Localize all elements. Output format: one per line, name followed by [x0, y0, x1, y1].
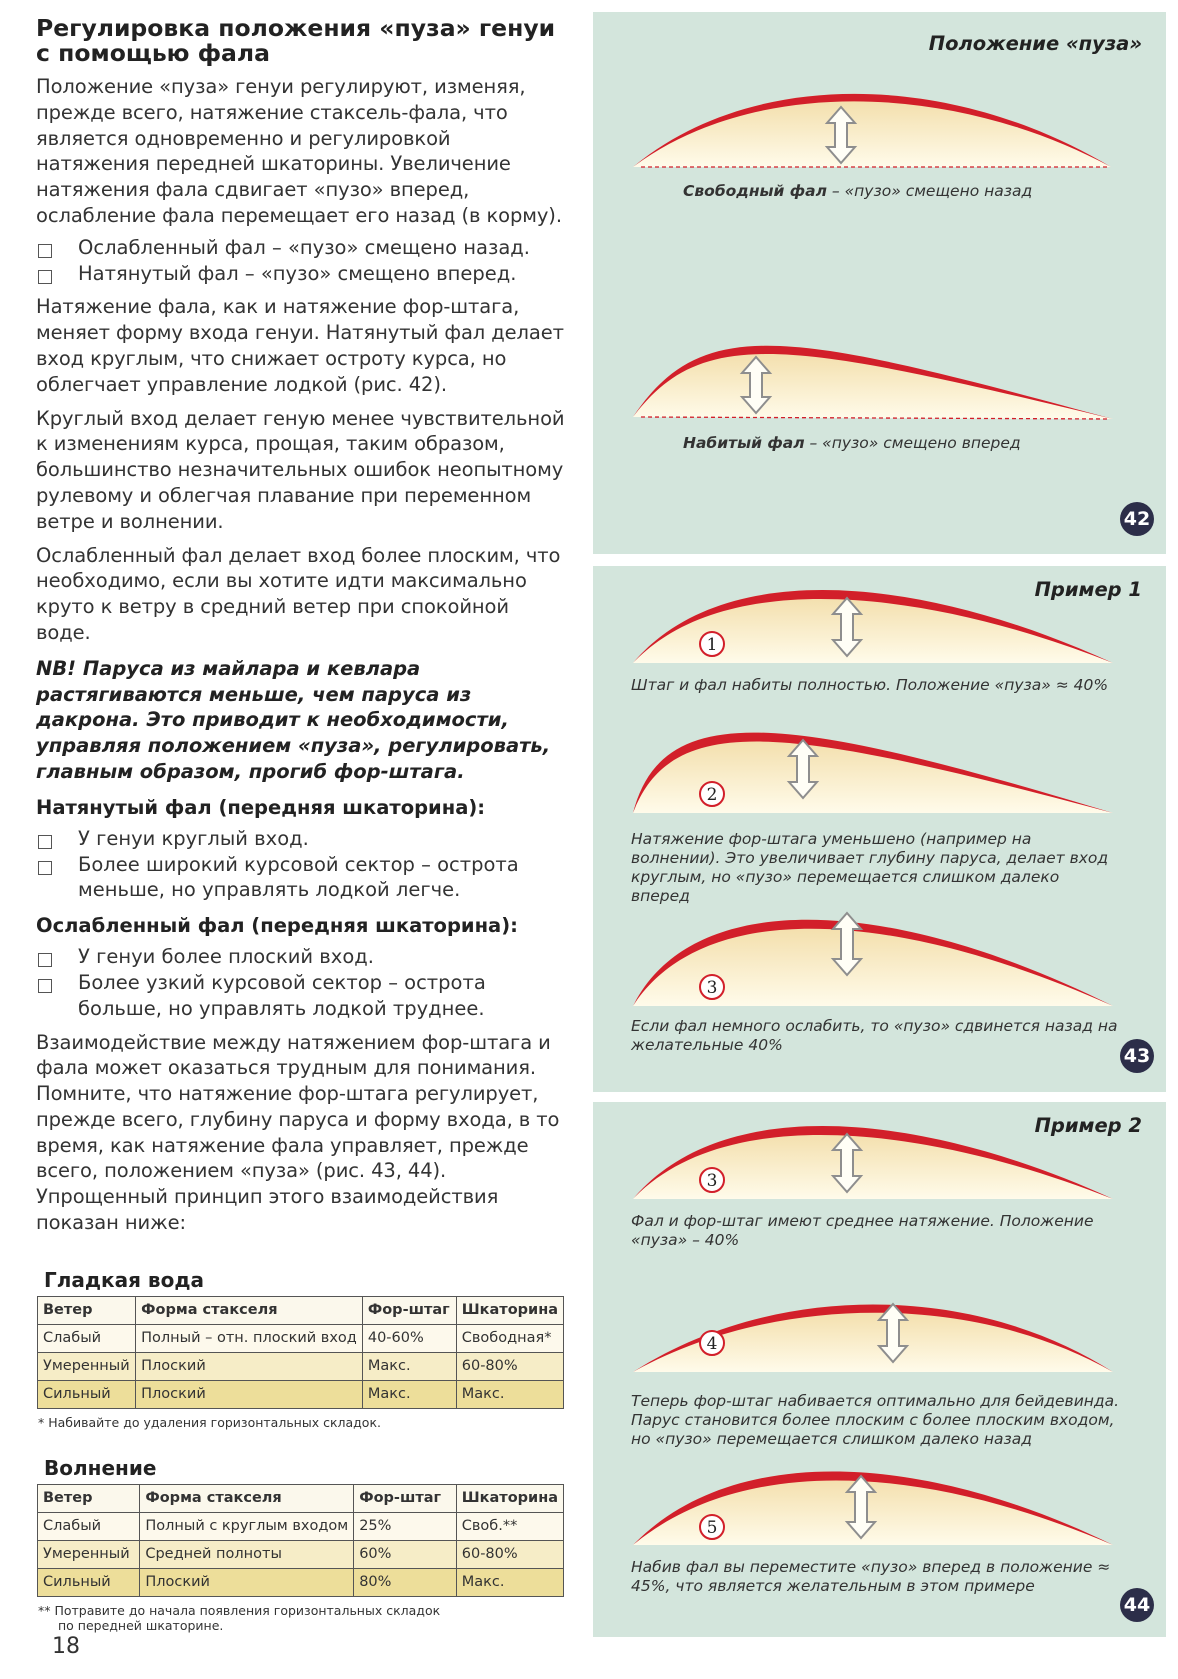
- figure-42-drawing: [593, 12, 1166, 554]
- marker-4: [698, 1329, 726, 1357]
- checkbox-icon: [38, 953, 52, 967]
- table-waves: [37, 1484, 564, 1597]
- caption-2: Натяжение фор-штага уменьшено (например на волнении). Это увеличивает глубину паруса, делает вход круглым, но «пузо» перемещается слишком далеко вперед: [631, 830, 1109, 905]
- caption-tight-halyard: Набитый фал – «пузо» смещено вперед: [683, 434, 1021, 452]
- paragraph-4: Ослабленный фал делает вход более плоским, что необходимо, если вы хотите идти максимально круто к ветру в средний ветер при спокойной воде.: [36, 543, 561, 644]
- marker-5: [698, 1513, 726, 1541]
- depth-arrow-icon: [781, 738, 825, 800]
- subheading-loose-halyard: Ослабленный фал (передняя шкаторина):: [36, 914, 518, 938]
- caption-loose-halyard: Свободный фал – «пузо» смещено назад: [683, 182, 1033, 200]
- svg-text:2: 2: [706, 785, 718, 805]
- figure-44-panel: [593, 1102, 1166, 1637]
- svg-text:5: 5: [706, 1518, 718, 1538]
- section-heading: Регулировка положения «пуза» генуи с помощью фала: [36, 14, 556, 67]
- table-title-waves: Волнение: [44, 1455, 157, 1480]
- depth-arrow-icon: [825, 911, 869, 977]
- figure-43-drawing: [593, 566, 1166, 1092]
- checklist-item: Ослабленный фал – «пузо» смещено назад.: [36, 235, 566, 261]
- paragraph-2: Натяжение фала, как и натяжение фор-штага, меняет форму входа генуи. Натянутый фал делает вход круглым, что снижает остроту курса, но облегчает управление лодкой (рис. 42).: [36, 295, 564, 396]
- table-header-row: Ветер Форма стакселя Фор-штаг Шкаторина: [38, 1484, 564, 1512]
- caption-1: Фал и фор-штаг имеют среднее натяжение. Положение «пуза» – 40%: [631, 1212, 1094, 1249]
- marker-3: [698, 973, 726, 1001]
- caption-3: Если фал немного ослабить, то «пузо» сдвинется назад на желательные 40%: [631, 1017, 1118, 1054]
- checkbox-icon: [38, 979, 52, 993]
- checklist-3: [36, 944, 566, 1021]
- depth-arrow-icon: [839, 1474, 883, 1540]
- marker-1: [698, 630, 726, 658]
- table-smooth-water: [37, 1296, 564, 1409]
- figure-title: Пример 2: [1034, 1114, 1142, 1137]
- svg-text:3: 3: [706, 1171, 718, 1191]
- depth-arrow-icon: [734, 355, 778, 415]
- checkbox-icon: [38, 270, 52, 284]
- paragraph-3: Круглый вход делает геную менее чувствительной к изменениям курса, прощая, таким образом, большинство незначительных ошибок неопытному рулевому и облегчая плавание при переменном ветре и волнении.: [36, 406, 565, 533]
- checkbox-icon: [38, 244, 52, 258]
- table-row: Умеренный Плоский Макс. 60-80%: [38, 1352, 564, 1380]
- figure-number-badge: 44: [1120, 1588, 1154, 1622]
- figure-title: Пример 1: [1034, 578, 1142, 601]
- checklist-1: [36, 235, 566, 287]
- svg-text:1: 1: [706, 635, 718, 655]
- subheading-tight-halyard: Натянутый фал (передняя шкаторина):: [36, 795, 486, 819]
- checklist-2: [36, 826, 566, 903]
- depth-arrow-icon: [825, 1132, 869, 1194]
- table-footnote: ** Потравите до начала появления горизонтальных складок по передней шкаторине.: [38, 1602, 441, 1633]
- checklist-item: У генуи круглый вход.: [36, 826, 566, 852]
- depth-arrow-icon: [871, 1302, 915, 1364]
- caption-3: Набив фал вы переместите «пузо» вперед в положение ≈ 45%, что является желательным в этом примере: [631, 1558, 1111, 1595]
- sail-profile-aft: [633, 94, 1111, 167]
- checklist-item: Более узкий курсовой сектор – острота больше, но управлять лодкой труднее.: [36, 970, 566, 1022]
- sail-profile-forward: [633, 346, 1113, 419]
- figure-number-badge: 42: [1120, 502, 1154, 536]
- page-number: 18: [52, 1634, 80, 1659]
- figure-title: Положение «пуза»: [928, 32, 1142, 55]
- depth-arrow-icon: [819, 105, 863, 165]
- figure-42-panel: [593, 12, 1166, 554]
- table-header-row: Ветер Форма стакселя Фор-штаг Шкаторина: [38, 1296, 564, 1324]
- intro-paragraph: Положение «пуза» генуи регулируют, изменяя, прежде всего, натяжение стаксель-фала, что является одновременно и регулировкой натяжения передней шкаторины. Увеличение натяжения фала сдвигает «пузо» вперед, ослабление фала перемещает его назад (в корму).: [36, 75, 562, 227]
- caption-1: Штаг и фал набиты полностью. Положение «пуза» ≈ 40%: [631, 676, 1109, 694]
- figure-44-drawing: [593, 1102, 1166, 1637]
- depth-arrow-icon: [825, 596, 869, 658]
- table-row: Слабый Полный с круглым входом 25% Своб.**: [38, 1512, 564, 1540]
- text-column: [36, 16, 566, 1633]
- paragraph-5: Взаимодействие между натяжением фор-штага и фала может оказаться трудным для понимания. Помните, что натяжение фор-штага регулирует, прежде всего, глубину паруса и форму входа, в то время, как натяжение фала управляет, прежде всего, положением «пуза» (рис. 43, 44). Упрощенный принцип этого взаимодействия показан ниже:: [36, 1030, 560, 1235]
- table-row: Сильный Плоский 80% Макс.: [38, 1568, 564, 1596]
- table-footnote: * Набивайте до удаления горизонтальных складок.: [38, 1414, 381, 1430]
- figure-43-panel: [593, 566, 1166, 1092]
- table-row: Сильный Плоский Макс. Макс.: [38, 1380, 564, 1408]
- svg-text:3: 3: [706, 978, 718, 998]
- checkbox-icon: [38, 861, 52, 875]
- figure-number-badge: 43: [1120, 1039, 1154, 1073]
- caption-2: Теперь фор-штаг набивается оптимально для бейдевинда. Парус становится более плоским с более плоским входом, но «пузо» перемещается слишком далеко назад: [631, 1392, 1120, 1448]
- table-title-smooth: Гладкая вода: [44, 1267, 204, 1292]
- marker-2: [698, 780, 726, 808]
- table-row: Слабый Полный – отн. плоский вход 40-60% Свободная*: [38, 1324, 564, 1352]
- table-row: Умеренный Средней полноты 60% 60-80%: [38, 1540, 564, 1568]
- marker-3: [698, 1166, 726, 1194]
- checklist-item: У генуи более плоский вход.: [36, 944, 566, 970]
- svg-text:4: 4: [706, 1334, 718, 1354]
- checkbox-icon: [38, 835, 52, 849]
- checklist-item: Более широкий курсовой сектор – острота меньше, но управлять лодкой легче.: [36, 852, 566, 904]
- nb-note: NB! Паруса из майлара и кевлара растягиваются меньше, чем паруса из дакрона. Это приводит к необходимости, управляя положением «пуза», регулировать, главным образом, прогиб фор-штага.: [36, 656, 551, 783]
- checklist-item: Натянутый фал – «пузо» смещено вперед.: [36, 261, 566, 287]
